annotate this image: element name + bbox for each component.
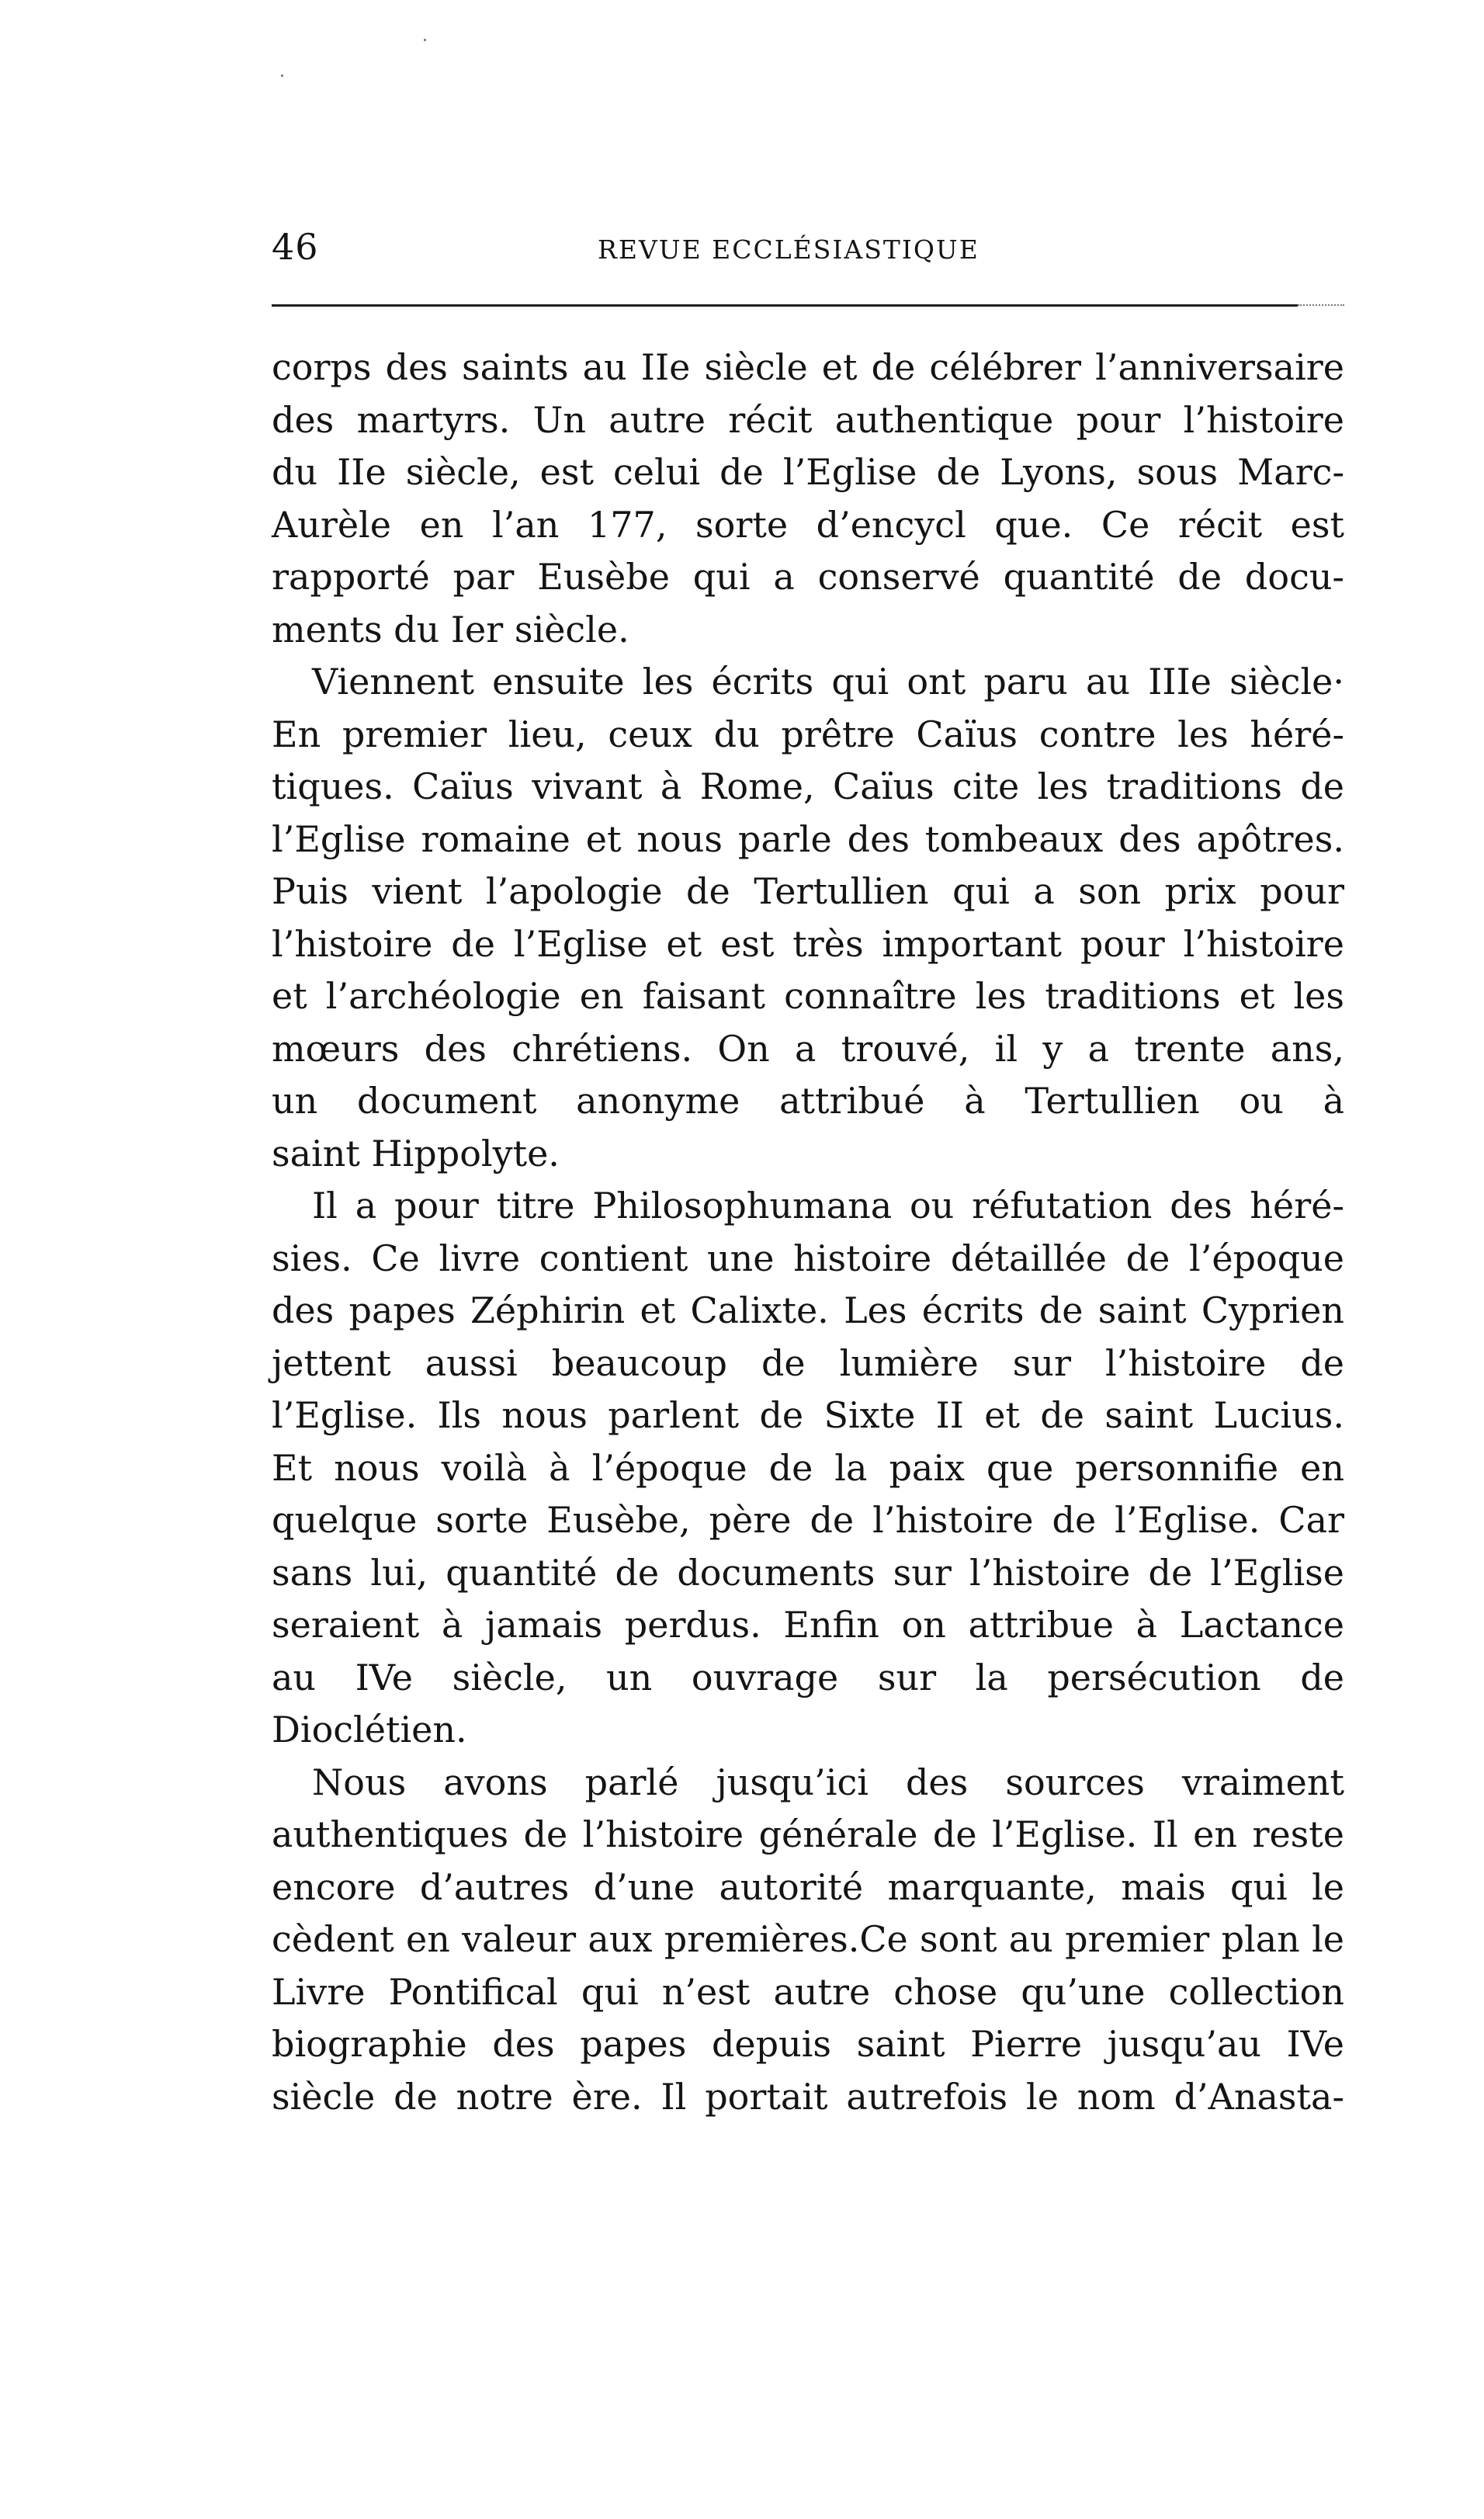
text-line: des martyrs. Un autre récit authentique pour l’histoire [272, 398, 1344, 441]
text-line: ments du Ier siècle. [272, 608, 629, 651]
text-line: jettent aussi beaucoup de lumière sur l’histoire de [272, 1341, 1344, 1384]
text-line: seraient à jamais perdus. Enfin on attribue à Lactance [272, 1604, 1344, 1646]
text-line: Et nous voilà à l’époque de la paix que personnifie en [272, 1446, 1344, 1489]
text-line: biographie des papes depuis saint Pierre jusqu’au IVe [272, 2023, 1344, 2065]
text-line: authentiques de l’histoire générale de l’Eglise. Il en reste [272, 1813, 1344, 1855]
running-title: REVUE ECCLÉSIASTIQUE [598, 234, 980, 265]
text-line: Viennent ensuite les écrits qui ont paru au IIIe siècle· [312, 661, 1344, 703]
text-line: l’Eglise romaine et nous parle des tombeaux des apôtres. [272, 817, 1344, 860]
text-line: Puis vient l’apologie de Tertullien qui a son prix pour [272, 870, 1344, 912]
text-line: sans lui, quantité de documents sur l’histoire de l’Eglise [272, 1551, 1344, 1594]
body-text [272, 342, 1344, 2123]
text-line: Nous avons parlé jusqu’ici des sources vraiment [312, 1761, 1344, 1803]
text-line: sies. Ce livre contient une histoire détaillée de l’époque [272, 1237, 1344, 1279]
text-line: saint Hippolyte. [272, 1132, 560, 1174]
text-line: tiques. Caïus vivant à Rome, Caïus cite les traditions de [272, 765, 1344, 807]
print-speck [424, 39, 426, 41]
page-header [272, 224, 1344, 270]
text-line: des papes Zéphirin et Calixte. Les écrits de saint Cyprien [272, 1289, 1344, 1331]
text-line: l’Eglise. Ils nous parlent de Sixte II et de saint Lucius. [272, 1394, 1344, 1436]
text-line: quelque sorte Eusèbe, père de l’histoire de l’Eglise. Car [272, 1499, 1344, 1541]
text-line: mœurs des chrétiens. On a trouvé, il y a trente ans, [272, 1027, 1344, 1070]
page-number: 46 [272, 226, 319, 268]
text-line: au IVe siècle, un ouvrage sur la persécution de [272, 1656, 1344, 1698]
text-line: et l’archéologie en faisant connaître les traditions et les [272, 975, 1344, 1017]
text-line: Il a pour titre Philosophumana ou réfutation des héré- [312, 1185, 1344, 1227]
text-line: Dioclétien. [272, 1709, 467, 1750]
text-line: Aurèle en l’an 177, sorte d’encycl que. Ce récit est [272, 503, 1344, 546]
text-line: Livre Pontifical qui n’est autre chose qu’une collection [272, 1970, 1344, 2013]
text-line: corps des saints au IIe siècle et de célébrer l’anniversaire [272, 346, 1344, 388]
text-line: siècle de notre ère. Il portait autrefois le nom d’Anasta- [272, 2075, 1344, 2118]
text-line: rapporté par Eusèbe qui a conservé quantité de docu- [272, 556, 1344, 598]
text-line: l’histoire de l’Eglise et est très important pour l’histoire [272, 922, 1344, 965]
text-line: du IIe siècle, est celui de l’Eglise de Lyons, sous Marc- [272, 451, 1344, 493]
text-line: cèdent en valeur aux premières.Ce sont au premier plan le [272, 1918, 1344, 1960]
print-speck [281, 75, 283, 77]
text-line: encore d’autres d’une autorité marquante, mais qui le [272, 1865, 1344, 1908]
text-line: un document anonyme attribué à Tertullien ou à [272, 1080, 1344, 1122]
text-line: En premier lieu, ceux du prêtre Caïus contre les héré- [272, 713, 1344, 755]
header-rule [272, 304, 1298, 307]
header-rule-tail [1298, 304, 1344, 306]
